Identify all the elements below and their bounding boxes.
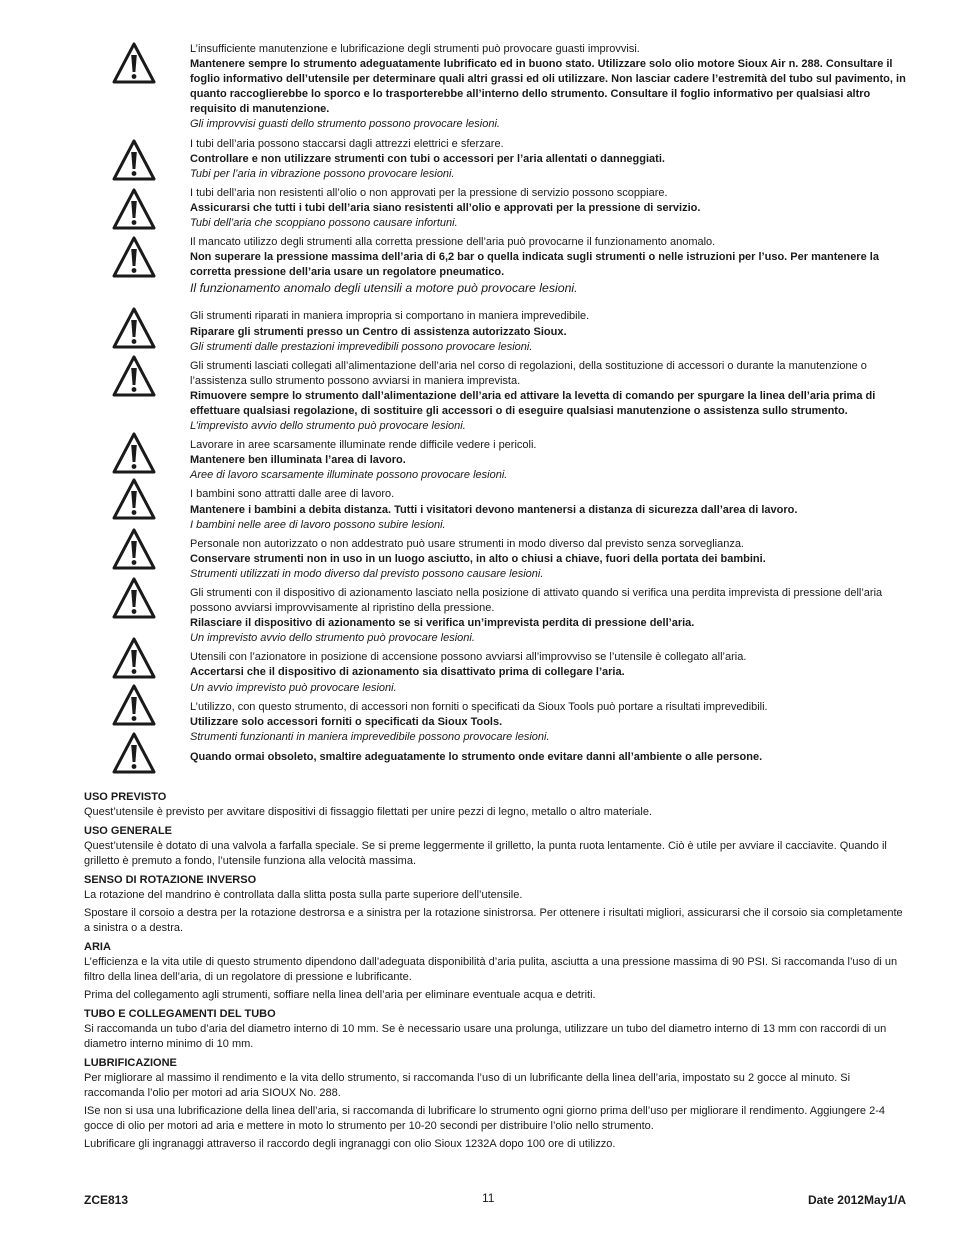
warning-hazard: Il mancato utilizzo degli strumenti alla corretta pressione dell’aria può provocarne il funzionamento anomalo. xyxy=(190,236,716,249)
warning-consequence: L’imprevisto avvio dello strumento può provocare lesioni. xyxy=(190,420,466,433)
section xyxy=(84,1006,910,1052)
warning-block xyxy=(190,650,915,695)
footer-date: Date 2012May1/A xyxy=(807,1193,906,1207)
warning-block xyxy=(190,309,915,354)
warning-hazard: L’utilizzo, con questo strumento, di accessori non forniti o specificati da Sioux Tools può portare a risultati imprevedibili. xyxy=(190,700,768,713)
section xyxy=(84,789,910,820)
warning-consequence: Tubi dell’aria che scoppiano possono causare infortuni. xyxy=(190,217,458,230)
warning-instruction: Utilizzare solo accessori forniti o specificati da Sioux Tools. xyxy=(190,715,503,728)
section-paragraph: Spostare il corsoio a destra per la rotazione destrorsa e a sinistra per la rotazione sinistrorsa. Per ottenere i risultati migliori, assicurarsi che il corsoio sia completamente a sinistra o a destra. xyxy=(84,907,903,934)
section-heading: USO GENERALE xyxy=(84,825,173,837)
warning-exclamation-icon xyxy=(112,637,156,679)
footer-model: ZCE813 xyxy=(84,1193,129,1207)
warning-exclamation-icon xyxy=(112,684,156,726)
warning-consequence: Un imprevisto avvio dello strumento può provocare lesioni. xyxy=(190,632,475,645)
warning-hazard: Gli strumenti con il dispositivo di azionamento lasciato nella posizione di attivato quando si verifica una perdita imprevista di pressione dell’aria possono avviarsi improvvisamente al ripristino della pressione. xyxy=(190,587,883,615)
safety-warnings-list xyxy=(190,42,915,765)
warning-consequence: Strumenti utilizzati in modo diverso dal previsto possono causare lesioni. xyxy=(190,567,544,580)
section-paragraph: Quest’utensile è previsto per avvitare dispositivi di fissaggio filettati per unire pezzi di legno, metallo o altro materiale. xyxy=(84,806,653,818)
warning-consequence: Aree di lavoro scarsamente illuminate possono provocare lesioni. xyxy=(190,469,508,482)
warning-consequence: Tubi per l’aria in vibrazione possono provocare lesioni. xyxy=(190,167,455,180)
warning-instruction: Rilasciare il dispositivo di azionamento se si verifica un’imprevista perdita di pressione dell’aria. xyxy=(190,617,695,630)
warning-exclamation-icon xyxy=(112,307,156,349)
section xyxy=(84,1055,910,1152)
warning-instruction: Conservare strumenti non in uso in un luogo asciutto, in alto o chiusi a chiave, fuori della portata dei bambini. xyxy=(190,552,766,565)
warning-consequence: Un avvio imprevisto può provocare lesioni. xyxy=(190,681,397,694)
warning-block xyxy=(190,700,915,745)
warning-block xyxy=(190,235,915,296)
warning-block xyxy=(190,359,915,434)
section-paragraph: Per migliorare al massimo il rendimento e la vita dello strumento, si raccomanda l’uso di un lubrificante della linea dell’aria, impostato su 2 gocce al minuto. Si raccomanda l’olio per motori ad aria SIOUX No. 288. xyxy=(84,1072,851,1099)
warning-hazard: I tubi dell’aria possono staccarsi dagli attrezzi elettrici e sferzare. xyxy=(190,137,504,150)
section xyxy=(84,823,910,869)
warning-hazard: Personale non autorizzato o non addestrato può usare strumenti in modo diverso dal previsto senza sorveglianza. xyxy=(190,537,744,550)
warning-block xyxy=(190,186,915,231)
warning-hazard: I bambini sono attratti dalle aree di lavoro. xyxy=(190,488,395,501)
warning-consequence: Il funzionamento anomalo degli utensili a motore può provocare lesioni. xyxy=(190,281,578,296)
warning-exclamation-icon xyxy=(112,732,156,774)
warning-exclamation-icon xyxy=(112,236,156,278)
warning-instruction: Mantenere i bambini a debita distanza. Tutti i visitatori devono mantenersi a distanza di sicurezza dall’area di lavoro. xyxy=(190,503,798,516)
warning-instruction: Riparare gli strumenti presso un Centro di assistenza autorizzato Sioux. xyxy=(190,325,567,338)
section-heading: TUBO E COLLEGAMENTI DEL TUBO xyxy=(84,1008,276,1020)
section-heading: ARIA xyxy=(84,941,111,953)
warning-hazard: Utensili con l’azionatore in posizione di accensione possono avviarsi all’improvviso se l’utensile è collegato all’aria. xyxy=(190,651,747,664)
warning-block xyxy=(190,487,915,532)
warning-hazard: I tubi dell’aria non resistenti all’olio o non approvati per la pressione di servizio possono scoppiare. xyxy=(190,186,668,199)
instructions-sections xyxy=(84,789,910,1155)
footer-page-number: 11 xyxy=(482,1191,495,1205)
warning-instruction: Controllare e non utilizzare strumenti con tubi o accessori per l’aria allentati o danneggiati. xyxy=(190,152,665,165)
section-paragraph: Quest’utensile è dotato di una valvola a farfalla speciale. Se si preme leggermente il grilletto, la punta ruota lentamente. Ciò è utile per avviare il cacciavite. Quando il grilletto è premuto a fondo, l’utensile funziona alla velocità massima. xyxy=(84,840,887,867)
section-heading: LUBRIFICAZIONE xyxy=(84,1057,177,1069)
warning-exclamation-icon xyxy=(112,42,156,84)
warning-block xyxy=(190,750,915,765)
warning-consequence: Strumenti funzionanti in maniera imprevedibile possono provocare lesioni. xyxy=(190,730,550,743)
warning-hazard: Gli strumenti lasciati collegati all’alimentazione dell’aria nel corso di regolazioni, della sostituzione di accessori o durante la manutenzione o l’assistenza sullo strumento possono avviarsi in maniera imprevista. xyxy=(190,359,867,387)
warning-instruction: Mantenere sempre lo strumento adeguatamente lubrificato ed in buono stato. Utilizzare solo olio motore Sioux Air n. 288. Consultare il foglio informativo dell’utensile per determinare quali altri grassi ed oli utilizzare. Non lasciar cadere l’estremità del tubo sul pavimento, in quanto raccoglierebbe lo sporco e lo trasporterebbe all’interno dello strumento. Consultare il foglio informativo per qualsiasi altro requisito di manutenzione. xyxy=(190,58,906,116)
warning-instruction: Quando ormai obsoleto, smaltire adeguatamente lo strumento onde evitare danni all’ambiente o alle persone. xyxy=(190,750,763,763)
warning-exclamation-icon xyxy=(112,577,156,619)
warning-instruction: Mantenere ben illuminata l’area di lavoro. xyxy=(190,454,406,467)
section-paragraph: La rotazione del mandrino è controllata dalla slitta posta sulla parte superiore dell’utensile. xyxy=(84,889,523,901)
section-paragraph: Prima del collegamento agli strumenti, soffiare nella linea dell’aria per eliminare eventuale acqua e detriti. xyxy=(84,989,596,1001)
warning-block xyxy=(190,137,915,182)
section-heading: USO PREVISTO xyxy=(84,791,167,803)
warning-hazard: Gli strumenti riparati in maniera impropria si comportano in maniera imprevedibile. xyxy=(190,310,590,323)
section-paragraph: Lubrificare gli ingranaggi attraverso il raccordo degli ingranaggi con olio Sioux 1232A dopo 100 ore di utilizzo. xyxy=(84,1138,616,1150)
warning-block xyxy=(190,42,915,133)
warning-exclamation-icon xyxy=(112,355,156,397)
warning-block xyxy=(190,438,915,483)
warning-block xyxy=(190,537,915,582)
section-paragraph: Si raccomanda un tubo d’aria del diametro interno di 10 mm. Se è necessario usare una prolunga, utilizzare un tubo del diametro interno di 13 mm con raccordi di un diametro interno minimo di 10 mm. xyxy=(84,1023,887,1050)
warning-instruction: Rimuovere sempre lo strumento dall’alimentazione dell’aria ed attivare la levetta di comando per spurgare la linea dell’aria prima di effettuare qualsiasi regolazione, di sostituire gli accessori o di eseguire qualsiasi manutenzione o assistenza sullo strumento. xyxy=(190,389,876,417)
warning-exclamation-icon xyxy=(112,432,156,474)
warning-exclamation-icon xyxy=(112,478,156,520)
warning-hazard: Lavorare in aree scarsamente illuminate rende difficile vedere i pericoli. xyxy=(190,439,537,452)
section-heading: SENSO DI ROTAZIONE INVERSO xyxy=(84,874,257,886)
section-paragraph: L’efficienza e la vita utile di questo strumento dipendono dall’adeguata disponibilità d’aria pulita, asciutta a una pressione massima di 90 PSI. Si raccomanda l’uso di un filtro della linea dell’aria, di un regolatore di pressione e lubrificante. xyxy=(84,956,898,983)
warning-consequence: Gli improvvisi guasti dello strumento possono provocare lesioni. xyxy=(190,118,500,131)
warning-instruction: Non superare la pressione massima dell’aria di 6,2 bar o quella indicata sugli strumenti o nelle istruzioni per l’uso. Per mantenere la corretta pressione dell’aria usare un regolatore pneumatico. xyxy=(190,251,879,279)
section-paragraph: ISe non si usa una lubrificazione della linea dell’aria, si raccomanda di lubrificare lo strumento ogni giorno prima dell’uso per migliorare il rendimento. Aggiungere 2-4 gocce di olio per motori ad aria e mettere in moto lo strumento per 10-20 secondi per distribuire l’olio nello strumento. xyxy=(84,1105,885,1132)
warning-hazard: L’insufficiente manutenzione e lubrificazione degli strumenti può provocare guasti improvvisi. xyxy=(190,43,640,55)
warning-consequence: Gli strumenti dalle prestazioni imprevedibili possono provocare lesioni. xyxy=(190,340,533,353)
warning-exclamation-icon xyxy=(112,188,156,230)
warning-instruction: Accertarsi che il dispositivo di azionamento sia disattivato prima di collegare l’aria. xyxy=(190,666,625,679)
warning-instruction: Assicurarsi che tutti i tubi dell’aria siano resistenti all’olio e approvati per la pressione di servizio. xyxy=(190,201,701,214)
section xyxy=(84,939,910,1003)
page-footer xyxy=(84,1191,906,1211)
warning-exclamation-icon xyxy=(112,528,156,570)
warning-block xyxy=(190,586,915,646)
warning-exclamation-icon xyxy=(112,139,156,181)
section xyxy=(84,872,910,936)
warning-consequence: I bambini nelle aree di lavoro possono subire lesioni. xyxy=(190,518,446,531)
